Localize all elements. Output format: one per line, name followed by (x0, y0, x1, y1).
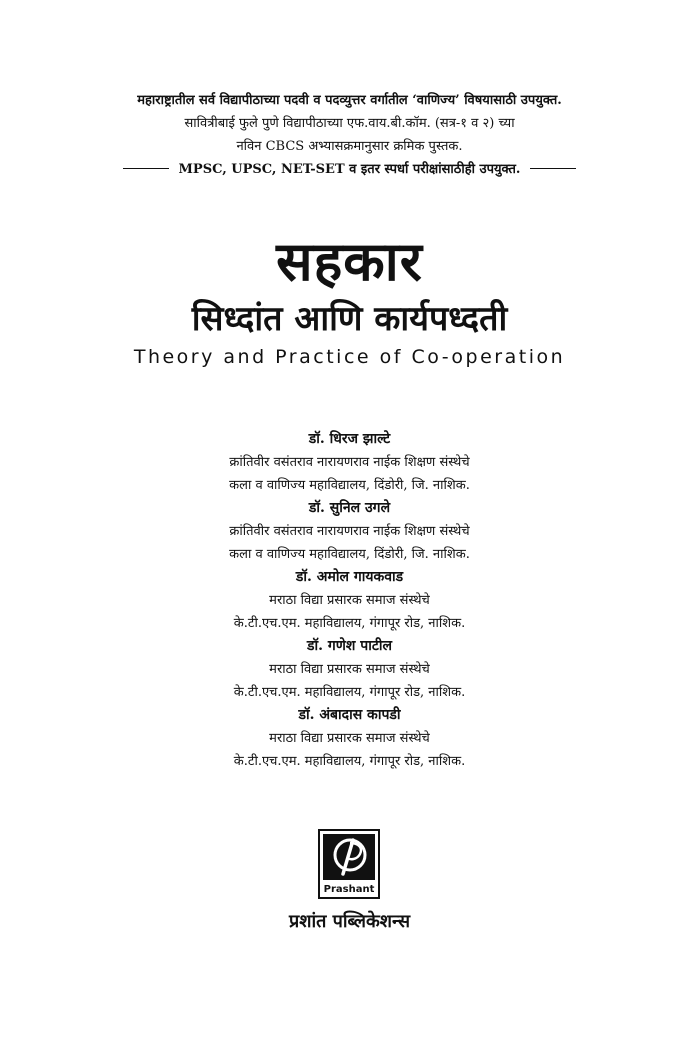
header-line-exams (0, 159, 699, 177)
author-affiliation-line: कला व वाणिज्य महाविद्यालय, दिंडोरी, जि. नाशिक. (229, 547, 470, 562)
publisher-p-logo-icon (323, 834, 375, 880)
author-affiliation-line: क्रांतिवीर वसंतराव नारायणराव नाईक शिक्षण संस्थेचे (229, 524, 470, 539)
author-block (0, 704, 699, 773)
header-line-syllabus: नविन CBCS अभ्यासक्रमानुसार क्रमिक पुस्तक. (236, 139, 463, 154)
p-glyph-icon (323, 834, 375, 880)
publisher-logo (318, 829, 380, 899)
header-exams-text: MPSC, UPSC, NET-SET व इतर स्पर्धा परीक्षांसाठीही उपयुक्त. (178, 162, 521, 177)
header-line-university: सावित्रीबाई फुले पुणे विद्यापीठाच्या एफ.वाय.बी.कॉम. (सत्र-१ व २) च्या (184, 116, 515, 131)
right-rule-divider (530, 168, 576, 169)
author-affiliation-line: कला व वाणिज्य महाविद्यालय, दिंडोरी, जि. नाशिक. (229, 478, 470, 493)
author-name: डॉ. अमोल गायकवाड (295, 569, 404, 585)
author-name: डॉ. धिरज झाल्टे (308, 431, 391, 447)
book-title-english: Theory and Practice of Co-operation (133, 346, 566, 368)
author-block (0, 428, 699, 497)
author-name: डॉ. सुनिल उगले (308, 500, 391, 516)
book-subtitle: सिध्दांत आणि कार्यपध्दती (191, 299, 508, 339)
author-affiliation-line: क्रांतिवीर वसंतराव नारायणराव नाईक शिक्षण संस्थेचे (229, 455, 470, 470)
author-block (0, 497, 699, 566)
author-affiliation-line: के.टी.एच.एम. महाविद्यालय, गंगापूर रोड, नाशिक. (233, 616, 466, 631)
author-block (0, 566, 699, 635)
header-line-usefulness: महाराष्ट्रातील सर्व विद्यापीठाच्या पदवी व पदव्युत्तर वर्गातील ‘वाणिज्य’ विषयासाठी उपयुक्त. (137, 93, 562, 108)
left-rule-divider (123, 168, 169, 169)
author-affiliation-line: मराठा विद्या प्रसारक समाज संस्थेचे (269, 593, 430, 608)
logo-label: Prashant (323, 884, 375, 895)
publisher-name: प्रशांत पब्लिकेशन्स (288, 911, 411, 932)
author-affiliation-line: मराठा विद्या प्रसारक समाज संस्थेचे (269, 662, 430, 677)
book-title: सहकार (276, 230, 423, 293)
author-name: डॉ. गणेश पाटील (306, 638, 392, 654)
author-name: डॉ. अंबादास कापडी (298, 707, 401, 723)
author-affiliation-line: के.टी.एच.एम. महाविद्यालय, गंगापूर रोड, नाशिक. (233, 754, 466, 769)
author-affiliation-line: मराठा विद्या प्रसारक समाज संस्थेचे (269, 731, 430, 746)
author-list (0, 428, 699, 773)
author-block (0, 635, 699, 704)
author-affiliation-line: के.टी.एच.एम. महाविद्यालय, गंगापूर रोड, नाशिक. (233, 685, 466, 700)
